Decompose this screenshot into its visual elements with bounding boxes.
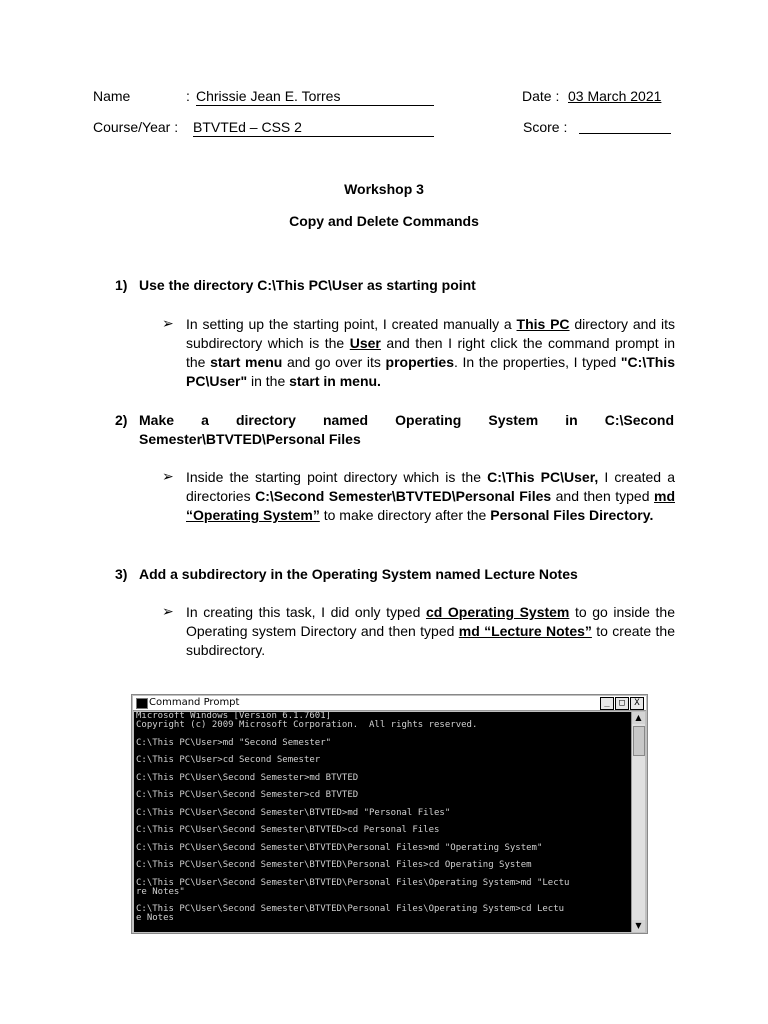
item-number: 3): [115, 566, 128, 582]
cmd-line: C:\This PC\User\Second Semester\BTVTED>md "Personal Files": [136, 807, 451, 818]
bullet-text: to go inside the Operating system Directory and then typed: [186, 604, 675, 639]
keyword: C:\This PC\User,: [487, 469, 599, 485]
cmd-line: C:\This PC\User\Second Semester\BTVTED\Personal Files>md "Operating System": [136, 842, 543, 853]
cmd-titlebar: [133, 696, 646, 711]
scroll-up-icon: ▲: [632, 712, 645, 724]
bullet-text: and go over its: [282, 354, 386, 370]
cmd-line: C:\This PC\User\Second Semester>cd BTVTED: [136, 790, 359, 800]
cmd-line: C:\This PC\User\Second Semester\BTVTED\Personal Files>cd Operating System: [136, 860, 532, 870]
heading-line-1: Make a directory named Operating System in C:\Second: [139, 412, 674, 428]
keyword: C:\Second Semester\BTVTED\Personal Files: [255, 488, 552, 504]
bullet-arrow-icon: ➢: [162, 315, 174, 331]
keyword: start menu: [210, 354, 283, 370]
date-value: 03 March 2021: [568, 88, 662, 104]
date-label: Date :: [522, 88, 560, 104]
cmd-title: Command Prompt: [149, 697, 240, 708]
cmd-app-icon: [136, 698, 148, 709]
keyword: md “Operating System”: [186, 488, 675, 523]
bullet-arrow-icon: ➢: [162, 603, 174, 619]
item-1-heading: [115, 276, 675, 296]
keyword: cd Operating System: [425, 604, 570, 620]
score-blank: [579, 133, 671, 134]
cmd-line: Copyright (c) 2009 Microsoft Corporation. All rights reserved.: [136, 720, 478, 730]
scroll-down-icon: ▼: [632, 920, 645, 932]
keyword: "C:\This PC\User": [186, 354, 675, 389]
bullet-text: directory and its subdirectory which is the: [186, 316, 675, 351]
name-value: Chrissie Jean E. Torres: [196, 88, 341, 104]
keyword: User: [349, 335, 381, 351]
bullet-text: In setting up the starting point, I created manually a: [186, 316, 517, 332]
bullet-text: . In the properties, I typed: [454, 354, 621, 370]
cmd-line: re Notes": [136, 886, 185, 897]
keyword: Personal Files Directory.: [490, 507, 654, 523]
bullet-text: and then typed: [551, 488, 654, 504]
bullet-text: Inside the starting point directory which is the: [186, 469, 488, 485]
minimize-icon: _: [600, 697, 614, 710]
cmd-line: e Notes: [136, 913, 174, 923]
cmd-line: C:\This PC\User\Second Semester\BTVTED\Personal Files\Operating System>cd Lectu: [136, 904, 565, 914]
name-label: Name: [93, 88, 131, 104]
name-field: [196, 88, 434, 106]
course-field: [193, 119, 434, 137]
cmd-scrollbar: [631, 712, 645, 932]
keyword: This PC: [516, 316, 570, 332]
bullet-text: to make directory after the: [319, 507, 491, 523]
cmd-line: C:\This PC\User>cd Second Semester: [136, 755, 321, 765]
bullet-arrow-icon: ➢: [162, 468, 174, 484]
command-prompt-window: [131, 694, 648, 934]
cmd-line: C:\This PC\User\Second Semester\BTVTED\Personal Files\Operating System>md "Lectu: [136, 877, 570, 888]
bullet-text: I created a directories: [186, 469, 675, 504]
restore-icon: □: [615, 697, 629, 710]
cmd-window-buttons: [599, 697, 644, 709]
keyword: md “Lecture Notes”: [458, 623, 592, 639]
scroll-thumb: [633, 726, 645, 756]
item-2-heading: [115, 411, 675, 451]
keyword: start in menu.: [289, 373, 381, 389]
workshop-title: Workshop 3: [344, 181, 424, 197]
item-heading-text: Use the directory C:\This PC\User as starting point: [139, 277, 476, 293]
cmd-output: [134, 712, 631, 932]
bullet-text: to create the subdirectory.: [186, 623, 676, 658]
cmd-line: C:\This PC\User\Second Semester>md BTVTED: [136, 772, 359, 783]
score-label: Score :: [523, 119, 568, 135]
bullet-text: and then I right click the command prompt in the: [186, 335, 676, 370]
item-heading-text: Add a subdirectory in the Operating System named Lecture Notes: [139, 566, 578, 582]
bullet-text: In creating this task, I did only typed: [186, 604, 426, 620]
cmd-line: C:\This PC\User\Second Semester\BTVTED>cd Personal Files: [136, 825, 440, 835]
cmd-line: Microsoft Windows [Version 6.1.7601]: [136, 712, 332, 721]
name-colon: :: [186, 88, 190, 104]
item-1-bullet: [186, 315, 675, 391]
item-3-bullet: [186, 603, 675, 660]
item-number: 2): [115, 412, 128, 428]
item-3-heading: [115, 565, 675, 585]
heading-line-2: Semester\BTVTED\Personal Files: [139, 431, 361, 447]
item-heading-text: [139, 411, 674, 449]
cmd-line: C:\This PC\User>md "Second Semester": [136, 737, 332, 748]
workshop-subtitle: Copy and Delete Commands: [289, 213, 479, 229]
item-number: 1): [115, 277, 128, 293]
course-value: BTVTEd – CSS 2: [193, 119, 302, 135]
course-label: Course/Year :: [93, 119, 179, 135]
close-icon: X: [630, 697, 644, 710]
item-2-bullet: [186, 468, 675, 525]
bullet-text: in the: [247, 373, 290, 389]
keyword: properties: [385, 354, 454, 370]
